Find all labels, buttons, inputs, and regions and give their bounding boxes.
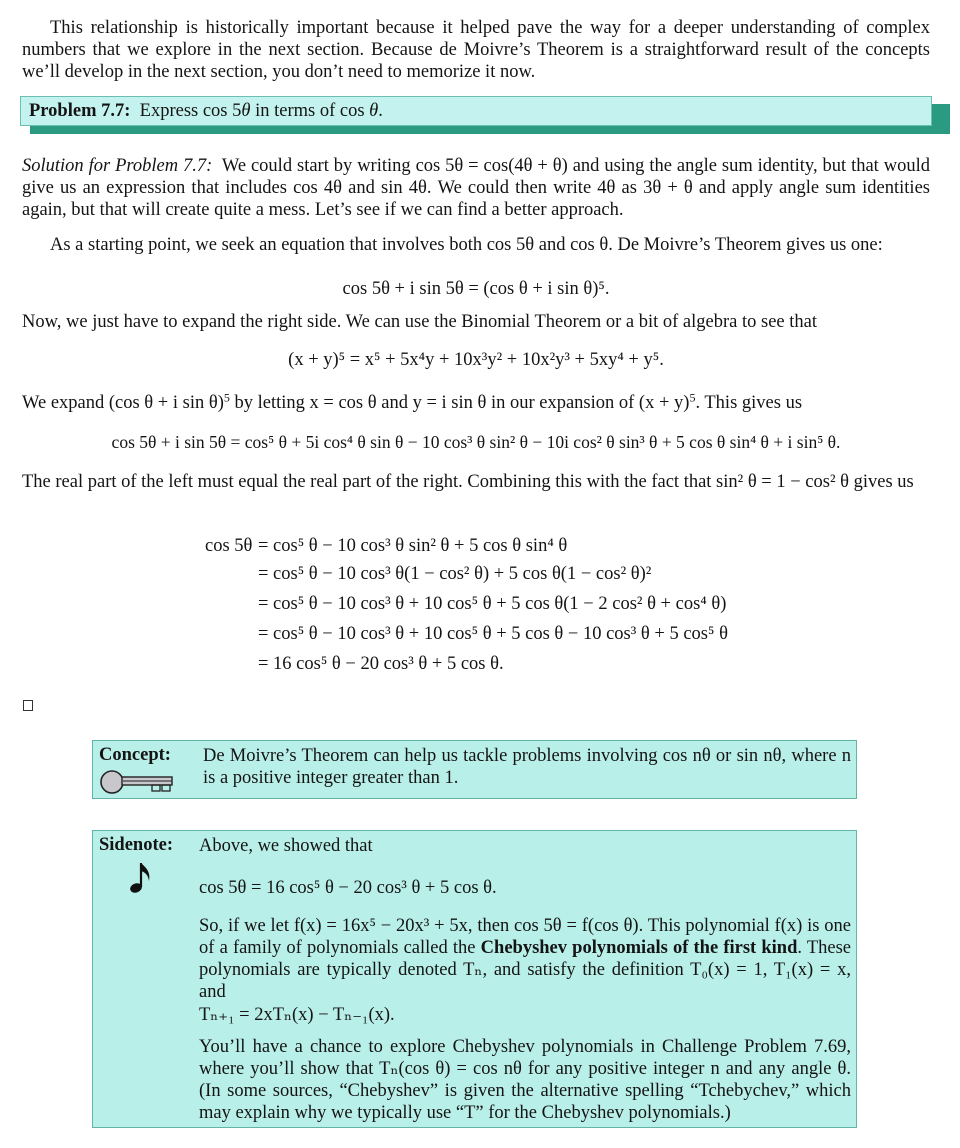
intro-paragraph: This relationship is historically important because it helped pave the way for a deeper understanding of complex numbers that we explore in the next section. Because de Moivre’s Theorem is a straightforward result of the concepts we’ll develop in the next section, you don’t need to memorize it now. [22,18,930,82]
problem-statement: Express cos 5θ in terms of cos θ. [139,101,383,121]
equation-expansion: cos 5θ + i sin 5θ = cos⁵ θ + 5i cos⁴ θ sin θ − 10 cos³ θ sin² θ − 10i cos² θ sin³ θ + 5 cos θ sin⁴ θ + i sin⁵ θ. [111,432,841,452]
solution-paragraph-3: Now, we just have to expand the right side. We can use the Binomial Theorem or a bit of algebra to see that [22,312,817,332]
concept-text: De Moivre’s Theorem can help us tackle problems involving cos nθ or sin nθ, where n is a positive integer greater than 1. [203,746,851,788]
problem-box [20,96,932,126]
sidenote-box [92,830,857,1128]
align-row: = 16 cos⁵ θ − 20 cos³ θ + 5 cos θ. [258,654,504,674]
sidenote-equation-1: cos 5θ = 16 cos⁵ θ − 20 cos³ θ + 5 cos θ. [199,878,497,898]
music-note-icon [129,861,155,895]
solution-paragraph-5: The real part of the left must equal the real part of the right. Combining this with the fact that sin² θ = 1 − cos² θ gives us [22,472,914,492]
align-row: = cos⁵ θ − 10 cos³ θ sin² θ + 5 cos θ sin⁴ θ [258,536,568,556]
solution-paragraph-4: We expand (cos θ + i sin θ)$^5$ by letting x = cos θ and y = i sin θ in our expansion of $(x + y)^5$. This gives us [22,390,803,413]
sidenote-line-1: Above, we showed that [199,836,373,856]
chebyshev-term: Chebyshev polynomials of the first kind [480,938,798,958]
sidenote-label: Sidenote: [99,835,173,855]
sidenote-paragraph-2: You’ll have a chance to explore Chebyshev polynomials in Challenge Problem 7.69, where you’ll show that Tₙ(cos θ) = cos nθ for any positive integer n and any angle θ. (In some sources, “Chebyshev” is given the alternative spelling “Tchebychev,” which may explain why we typically use “T” for the Chebyshev polynomials.) [199,1037,851,1123]
concept-box [92,740,857,799]
align-lhs: cos 5θ [205,536,253,556]
sidenote-paragraph-1: So, if we let f(x) = 16x⁵ − 20x³ + 5x, then cos 5θ = f(cos θ). This polynomial f(x) is one of a family of polynomials called the Chebyshev polynomials of the first kind. These polynomials are typically denoted Tₙ, and satisfy the definition T₀(x) = 1, T₁(x) = x, and [199,916,851,1002]
equation-binomial: (x + y)⁵ = x⁵ + 5x⁴y + 10x³y² + 10x²y³ + 5xy⁴ + y⁵. [288,350,664,370]
solution-paragraph-2: As a starting point, we seek an equation that involves both cos 5θ and cos θ. De Moivre’s Theorem gives us one: [50,235,883,255]
solution-paragraph-1: Solution for Problem 7.7: We could start by writing cos 5θ = cos(4θ + θ) and using the angle sum identity, but that would give us an expression that includes cos 4θ and sin 4θ. We could then write 4θ as 3θ + θ and apply angle sum identities again, but that will create quite a mess. Let’s see if we can find a better approach. [22,156,930,220]
qed-square-icon [23,700,33,711]
solution-label: Solution for Problem 7.7: [22,156,213,176]
sidenote-equation-2: Tₙ₊₁ = 2xTₙ(x) − Tₙ₋₁(x). [199,1005,395,1025]
align-row: = cos⁵ θ − 10 cos³ θ + 10 cos⁵ θ + 5 cos θ(1 − 2 cos² θ + cos⁴ θ) [258,594,727,614]
problem-label: Problem 7.7: [29,101,131,121]
concept-label: Concept: [99,745,171,765]
key-icon [99,769,175,795]
align-row: = cos⁵ θ − 10 cos³ θ(1 − cos² θ) + 5 cos θ(1 − cos² θ)² [258,564,652,584]
equation-de-moivre: cos 5θ + i sin 5θ = (cos θ + i sin θ)⁵. [342,279,610,299]
align-row: = cos⁵ θ − 10 cos³ θ + 10 cos⁵ θ + 5 cos θ − 10 cos³ θ + 5 cos⁵ θ [258,624,728,644]
